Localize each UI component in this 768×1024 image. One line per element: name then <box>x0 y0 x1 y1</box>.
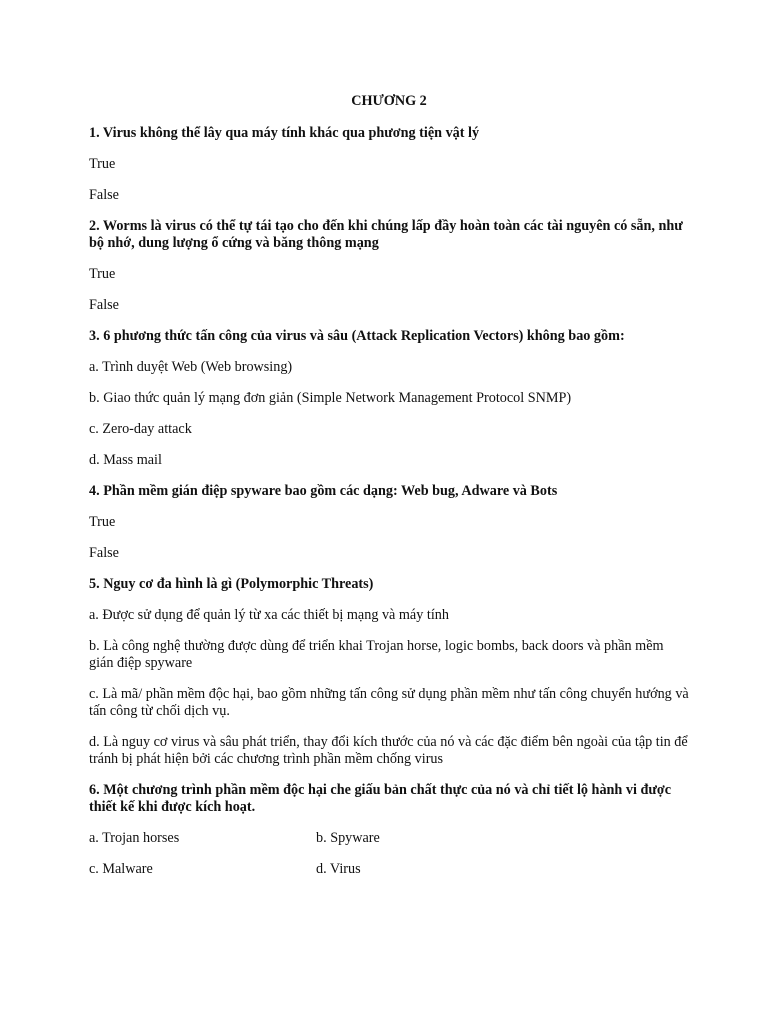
question-1 <box>89 125 689 204</box>
option-d: d. Virus <box>316 861 361 877</box>
question-3 <box>89 328 689 469</box>
option-b: b. Là công nghệ thường được dùng để triển khai Trojan horse, logic bombs, back doors và phần mềm gián điệp spyware <box>89 638 664 671</box>
question-text: 3. 6 phương thức tấn công của virus và sâu (Attack Replication Vectors) không bao gồm: <box>89 328 625 344</box>
option-c: c. Malware <box>89 861 153 877</box>
question-text: 5. Nguy cơ đa hình là gì (Polymorphic Threats) <box>89 576 374 592</box>
question-5 <box>89 576 689 768</box>
option-true: True <box>89 514 116 530</box>
option-c: c. Zero-day attack <box>89 421 192 437</box>
option-true: True <box>89 156 116 172</box>
option-false: False <box>89 297 119 313</box>
document-page <box>89 93 689 892</box>
option-true: True <box>89 266 116 282</box>
option-d: d. Mass mail <box>89 452 162 468</box>
question-text: 6. Một chương trình phần mềm độc hại che giấu bản chất thực của nó và chỉ tiết lộ hành vi được thiết kế khi được kích hoạt. <box>89 782 671 815</box>
option-a: a. Trình duyệt Web (Web browsing) <box>89 359 293 375</box>
option-b: b. Giao thức quản lý mạng đơn giản (Simple Network Management Protocol SNMP) <box>89 390 572 406</box>
option-a: a. Được sử dụng để quản lý từ xa các thiết bị mạng và máy tính <box>89 607 449 623</box>
question-4 <box>89 483 689 562</box>
option-d: d. Là nguy cơ virus và sâu phát triển, thay đổi kích thước của nó và các đặc điểm bên ngoài của tập tin để tránh bị phát hiện bởi các chương trình phần mềm chống virus <box>89 734 688 767</box>
question-6 <box>89 782 689 878</box>
option-b: b. Spyware <box>316 830 380 846</box>
options-row-2 <box>89 861 689 878</box>
option-c: c. Là mã/ phần mềm độc hại, bao gồm những tấn công sử dụng phần mềm như tấn công chuyển hướng và tấn công từ chối dịch vụ. <box>89 686 689 719</box>
options-row-1 <box>89 830 689 847</box>
question-text: 1. Virus không thể lây qua máy tính khác qua phương tiện vật lý <box>89 125 480 141</box>
question-text: 4. Phần mềm gián điệp spyware bao gồm các dạng: Web bug, Adware và Bots <box>89 483 558 499</box>
option-false: False <box>89 187 119 203</box>
option-false: False <box>89 545 119 561</box>
chapter-title: CHƯƠNG 2 <box>351 93 427 109</box>
question-2 <box>89 218 689 314</box>
question-text: 2. Worms là virus có thể tự tái tạo cho đến khi chúng lấp đầy hoàn toàn các tài nguyên có sẵn, như bộ nhớ, dung lượng ổ cứng và băng thông mạng <box>89 218 683 251</box>
option-a: a. Trojan horses <box>89 830 180 846</box>
